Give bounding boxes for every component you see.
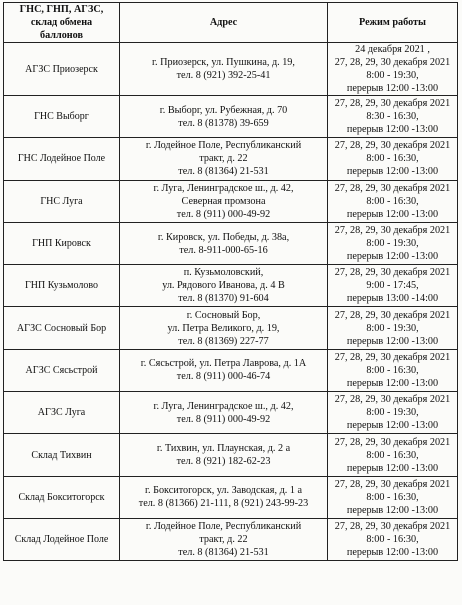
station-name: АГЗС Сосновый Бор [4, 307, 120, 349]
station-address [120, 96, 328, 138]
schedule-line: 8:00 - 19:30, [366, 238, 419, 250]
address-line: ул. Рядового Иванова, д. 4 В [162, 280, 285, 292]
address-line: тел. 8 (911) 000-49-92 [176, 413, 271, 425]
address-line: г. Лодейное Поле, Республиканский [145, 140, 302, 152]
schedule-line: перерыв 13:00 -14:00 [346, 293, 439, 305]
schedule-line: перерыв 12:00 -13:00 [346, 547, 439, 559]
address-line: тел. 8 (81378) 39-659 [178, 117, 269, 129]
address-line: тел. 8 (911) 000-49-92 [176, 208, 271, 220]
station-address [120, 476, 328, 518]
schedule-line: 27, 28, 29, 30 декабря 2021 [334, 351, 451, 363]
address-line: г. Сосновый Бор, [186, 309, 261, 321]
address-line: тракт, д. 22 [199, 153, 248, 165]
schedule-line: 27, 28, 29, 30 декабря 2021 [334, 182, 451, 194]
header-line: ГНС, ГНП, АГЗС, [19, 4, 104, 15]
station-address [120, 43, 328, 96]
station-address [120, 222, 328, 264]
station-address [120, 392, 328, 434]
station-address [120, 307, 328, 349]
station-name: ГНС Выборг [4, 96, 120, 138]
station-name: Склад Лодейное Поле [4, 518, 120, 560]
schedule-line: 8:00 - 19:30, [366, 70, 419, 81]
schedule-line: 8:30 - 16:30, [366, 111, 419, 123]
schedule-line: 8:00 - 16:30, [366, 195, 419, 207]
schedule-line: перерыв 12:00 -13:00 [346, 377, 439, 389]
station-schedule [328, 392, 458, 434]
table-row [4, 434, 458, 476]
table-row [4, 180, 458, 222]
table-header-row [4, 3, 458, 43]
header-line: баллонов [39, 30, 83, 41]
address-line: тел. 8 (81369) 227-77 [178, 335, 269, 347]
schedule-line: 27, 28, 29, 30 декабря 2021 [334, 225, 451, 237]
schedule-line: 27, 28, 29, 30 декабря 2021 [334, 521, 451, 533]
station-schedule [328, 518, 458, 560]
schedule-table [3, 2, 458, 561]
address-line: тел. 8-911-000-65-16 [179, 244, 268, 256]
address-line: тел. 8 (81364) 21-531 [178, 547, 269, 559]
station-schedule [328, 96, 458, 138]
schedule-line: 8:00 - 16:30, [366, 449, 419, 461]
address-line: г. Бокситогорск, ул. Заводская, д. 1 а [144, 485, 303, 497]
address-line: г. Приозерск, ул. Пушкина, д. 19, [152, 57, 295, 68]
station-name: ГНП Кузьмолово [4, 265, 120, 307]
address-line: тел. 8 (81364) 21-531 [178, 166, 269, 178]
schedule-line: 8:00 - 16:30, [366, 491, 419, 503]
address-line: тел. 8 (81370) 91-604 [178, 293, 269, 305]
table-row [4, 222, 458, 264]
address-line: Северная промзона [181, 195, 266, 207]
schedule-line: 27, 28, 29, 30 декабря 2021 [334, 267, 451, 279]
schedule-line: 27, 28, 29, 30 декабря 2021 [334, 57, 451, 68]
station-address [120, 138, 328, 180]
station-address [120, 180, 328, 222]
station-schedule [328, 43, 458, 96]
schedule-line: 8:00 - 16:30, [366, 153, 419, 165]
schedule-line: 27, 28, 29, 30 декабря 2021 [334, 98, 451, 110]
address-line: г. Луга, Ленинградское ш., д. 42, [153, 182, 294, 194]
address-line: тел. 8 (921) 392-25-41 [176, 70, 271, 81]
station-name: Склад Тихвин [4, 434, 120, 476]
station-name: АГЗС Приозерск [4, 43, 120, 96]
table-row [4, 265, 458, 307]
schedule-line: перерыв 12:00 -13:00 [346, 251, 439, 263]
address-line: п. Кузьмоловский, [183, 267, 264, 279]
schedule-line: 8:00 - 19:30, [366, 322, 419, 334]
station-schedule [328, 349, 458, 391]
station-schedule [328, 265, 458, 307]
table-row [4, 96, 458, 138]
station-address [120, 434, 328, 476]
schedule-line: перерыв 12:00 -13:00 [346, 335, 439, 347]
station-name: ГНС Лодейное Поле [4, 138, 120, 180]
address-line: ул. Петра Великого, д. 19, [167, 322, 280, 334]
table-row [4, 392, 458, 434]
station-schedule [328, 476, 458, 518]
station-address [120, 265, 328, 307]
table-row [4, 307, 458, 349]
address-line: тел. 8 (921) 182-62-23 [176, 456, 271, 468]
header-schedule: Режим работы [328, 3, 458, 43]
station-name: ГНП Кировск [4, 222, 120, 264]
schedule-line: 8:00 - 16:30, [366, 534, 419, 546]
schedule-line: 27, 28, 29, 30 декабря 2021 [334, 309, 451, 321]
table-row [4, 476, 458, 518]
schedule-line: 24 декабря 2021 , [355, 44, 430, 55]
schedule-line: перерыв 12:00 -13:00 [346, 208, 439, 220]
station-schedule [328, 138, 458, 180]
table-row [4, 518, 458, 560]
station-schedule [328, 222, 458, 264]
address-line: г. Лодейное Поле, Республиканский [145, 521, 302, 533]
schedule-line: перерыв 12:00 -13:00 [346, 166, 439, 178]
station-schedule [328, 434, 458, 476]
table-row [4, 138, 458, 180]
address-line: г. Тихвин, ул. Плаунская, д. 2 а [156, 443, 291, 455]
address-line: тракт, д. 22 [199, 534, 248, 546]
station-name: ГНС Луга [4, 180, 120, 222]
station-name: Склад Бокситогорск [4, 476, 120, 518]
station-schedule [328, 180, 458, 222]
station-name: АГЗС Луга [4, 392, 120, 434]
address-line: тел. 8 (81366) 21-111, 8 (921) 243-99-23 [138, 498, 309, 510]
address-line: г. Сясьстрой, ул. Петра Лаврова, д. 1А [140, 358, 307, 370]
schedule-line: перерыв 12:00 -13:00 [346, 504, 439, 516]
schedule-line: 27, 28, 29, 30 декабря 2021 [334, 478, 451, 490]
table-row [4, 43, 458, 96]
schedule-line: перерыв 12:00 -13:00 [346, 462, 439, 474]
header-line: склад обмена [30, 17, 93, 28]
address-line: г. Кировск, ул. Победы, д. 38а, [157, 231, 290, 243]
address-line: тел. 8 (911) 000-46-74 [176, 371, 271, 383]
station-schedule [328, 307, 458, 349]
schedule-line: 9:00 - 17:45, [366, 280, 419, 292]
schedule-line: 8:00 - 19:30, [366, 407, 419, 419]
station-address [120, 518, 328, 560]
header-station-type [4, 3, 120, 43]
station-address [120, 349, 328, 391]
station-name: АГЗС Сясьстрой [4, 349, 120, 391]
address-line: г. Выборг, ул. Рубежная, д. 70 [159, 104, 288, 116]
schedule-line: перерыв 12:00 -13:00 [346, 420, 439, 432]
schedule-line: 8:00 - 16:30, [366, 364, 419, 376]
address-line: г. Луга, Ленинградское ш., д. 42, [153, 400, 294, 412]
header-address: Адрес [120, 3, 328, 43]
schedule-line: перерыв 12:00 -13:00 [346, 83, 439, 94]
schedule-line: 27, 28, 29, 30 декабря 2021 [334, 394, 451, 406]
schedule-line: перерыв 12:00 -13:00 [346, 124, 439, 136]
table-body [4, 43, 458, 561]
schedule-line: 27, 28, 29, 30 декабря 2021 [334, 140, 451, 152]
table-row [4, 349, 458, 391]
schedule-line: 27, 28, 29, 30 декабря 2021 [334, 436, 451, 448]
